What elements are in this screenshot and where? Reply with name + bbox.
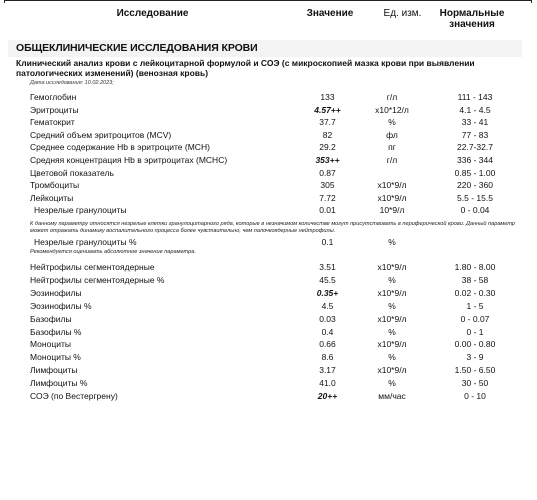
row-unit: x10*9/л <box>377 262 407 272</box>
row-unit: x10*9/л <box>377 180 407 191</box>
row-unit: % <box>388 274 396 285</box>
row-name: Лимфоциты <box>30 365 78 376</box>
table-row <box>0 141 537 153</box>
row-name: Средняя концентрация Hb в эритроцитах (MCHC) <box>30 155 228 165</box>
table-row <box>0 261 537 273</box>
row-name: СОЭ (по Вестергрену) <box>30 391 118 401</box>
row-value: 353++ <box>315 155 340 165</box>
row-unit: % <box>388 117 396 128</box>
table-row <box>0 104 537 116</box>
row-value: 0.1 <box>321 237 334 247</box>
row-reference: 0 - 1 <box>466 326 484 337</box>
table-row <box>0 377 537 389</box>
header-test: Исследование <box>116 8 189 19</box>
row-name: Нейтрофилы сегментоядерные % <box>30 274 165 285</box>
table-row <box>0 154 537 166</box>
row-reference: 33 - 41 <box>461 117 489 128</box>
row-unit: x10*9/л <box>377 287 407 298</box>
row-value: 133 <box>320 92 335 102</box>
row-unit: % <box>388 352 396 363</box>
row-unit: x10*9/л <box>377 339 407 350</box>
table-row <box>0 274 537 286</box>
row-unit: г/л <box>386 155 398 165</box>
row-value: 7.72 <box>319 192 336 203</box>
row-name: Незрелые гранулоциты % <box>34 237 137 247</box>
row-value: 41.0 <box>319 378 336 389</box>
row-name: Лейкоциты <box>30 192 74 203</box>
row-name: Эритроциты <box>30 104 79 115</box>
row-reference: 0 - 0.04 <box>460 205 490 216</box>
row-unit: x10*9/л <box>377 192 407 203</box>
row-value: 8.6 <box>321 352 334 363</box>
row-value: 20++ <box>317 391 338 401</box>
header-value: Значение <box>306 8 354 19</box>
row-name: Цветовой показатель <box>30 167 114 178</box>
row-name: Эозинофилы % <box>30 300 92 311</box>
table-row <box>0 167 537 179</box>
row-name: Лимфоциты % <box>30 378 88 389</box>
row-name: Базофилы <box>30 313 72 324</box>
row-reference: 1.50 - 6.50 <box>454 365 496 376</box>
row-name: Средний объем эритроцитов (MCV) <box>30 129 172 140</box>
row-name: Нейтрофилы сегментоядерные <box>30 262 155 272</box>
row-name: Базофилы % <box>30 326 82 337</box>
table-row <box>0 300 537 312</box>
row-unit: мм/час <box>378 391 406 401</box>
row-unit: % <box>388 300 396 311</box>
row-reference: 0.00 - 0.80 <box>454 339 496 350</box>
table-row <box>0 204 537 216</box>
row-name: Среднее содержание Hb в эритроците (MCH) <box>30 142 210 153</box>
row-reference: 77 - 83 <box>461 129 489 140</box>
row-reference: 5.5 - 15.5 <box>457 192 493 203</box>
row-unit: % <box>388 326 396 337</box>
row-value: 82 <box>322 129 333 140</box>
table-row <box>0 116 537 128</box>
row-value: 4.57++ <box>314 104 341 115</box>
row-value: 0.03 <box>319 313 336 324</box>
row-value: 4.5 <box>321 300 334 311</box>
table-row <box>0 179 537 191</box>
row-value: 3.17 <box>319 365 336 376</box>
table-row <box>0 287 537 299</box>
table-top-border <box>4 0 532 3</box>
table-row <box>0 326 537 338</box>
row-reference: 1.80 - 8.00 <box>454 262 496 272</box>
row-unit: фл <box>386 129 398 140</box>
table-row <box>0 236 537 248</box>
row-unit: % <box>388 237 396 247</box>
row-value: 37.7 <box>319 117 336 128</box>
analysis-title: Клинический анализ крови с лейкоцитарной формулой и СОЭ (с микроскопией мазка крови при выявлении патологических изменений) (венозная кровь) <box>16 58 475 78</box>
table-row <box>0 313 537 325</box>
table-row <box>0 390 537 402</box>
row-reference: 3 - 9 <box>466 352 484 363</box>
row-reference: 22.7-32.7 <box>457 142 493 153</box>
row-unit: x10*12/л <box>375 104 409 115</box>
row-unit: x10*9/л <box>377 313 407 324</box>
row-reference: 0 - 0.07 <box>460 313 490 324</box>
row-reference: 4.1 - 4.5 <box>459 104 491 115</box>
note-absolute-value: Рекомендуется оценивать абсолютное значение параметра. <box>30 249 196 255</box>
table-row <box>0 351 537 363</box>
row-reference: 30 - 50 <box>461 378 489 389</box>
row-value: 0.35+ <box>316 287 339 298</box>
row-unit: г/л <box>386 92 398 102</box>
row-unit: % <box>388 378 396 389</box>
row-value: 0.4 <box>321 326 334 337</box>
row-value: 29.2 <box>319 142 336 153</box>
row-reference: 0.02 - 0.30 <box>454 287 496 298</box>
header-reference: Нормальные значения <box>439 8 505 30</box>
row-value: 0.87 <box>319 167 336 178</box>
row-name: Тромбоциты <box>30 180 80 191</box>
row-value: 305 <box>320 180 335 191</box>
section-title: ОБЩЕКЛИНИЧЕСКИЕ ИССЛЕДОВАНИЯ КРОВИ <box>16 42 258 54</box>
row-reference: 111 - 143 <box>457 92 493 102</box>
row-value: 3.51 <box>319 262 336 272</box>
row-value: 45.5 <box>319 274 336 285</box>
row-name: Незрелые гранулоциты <box>34 205 127 216</box>
note-immature-granulocytes: К данному параметру относятся незрелые клетки гранулоцитарного ряда, которые в незначимом количестве могут присутствовать в периферической крови. Данный параметр может отражать динамику воспалительного процесса более чувствительно, чем палочкоядерные нейтрофилы. <box>30 221 516 234</box>
row-reference: 38 - 58 <box>461 274 489 285</box>
row-unit: 10*9/л <box>379 205 405 216</box>
row-reference: 0.85 - 1.00 <box>454 167 496 178</box>
row-value: 0.01 <box>319 205 336 216</box>
row-reference: 220 - 360 <box>457 180 493 191</box>
header-unit: Ед. изм. <box>383 8 422 19</box>
table-row <box>0 192 537 204</box>
row-name: Гематокрит <box>30 117 75 128</box>
table-row <box>0 364 537 376</box>
test-date: Дата исследования: 10.02.2023; <box>30 80 114 86</box>
row-name: Эозинофилы <box>30 287 82 298</box>
row-name: Моноциты <box>30 339 71 350</box>
row-reference: 0 - 10 <box>464 391 486 401</box>
table-row <box>0 91 537 103</box>
table-row <box>0 129 537 141</box>
table-row <box>0 338 537 350</box>
row-value: 0.66 <box>319 339 336 350</box>
row-reference: 336 - 344 <box>457 155 493 165</box>
row-name: Моноциты % <box>30 352 81 363</box>
row-unit: x10*9/л <box>377 365 407 376</box>
row-unit: пг <box>388 142 396 153</box>
row-name: Гемоглобин <box>30 92 77 102</box>
row-reference: 1 - 5 <box>466 300 484 311</box>
